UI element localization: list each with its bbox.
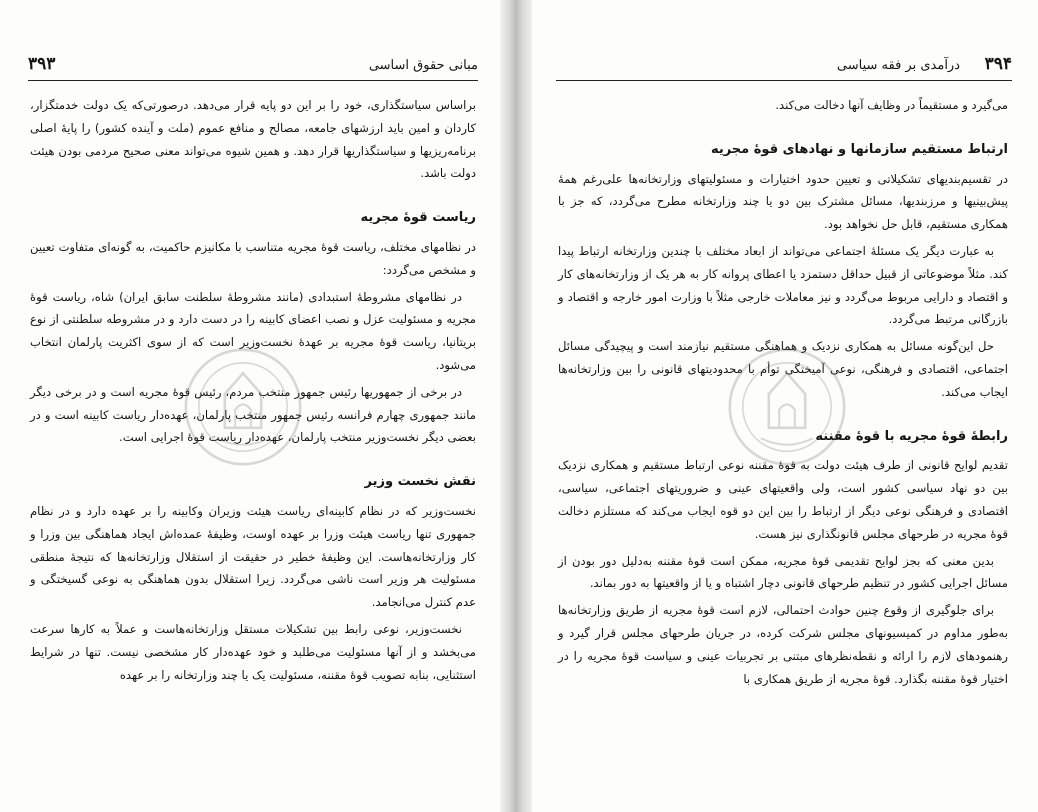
paragraph: در تقسیم‌بندیهای تشکیلاتی و تعیین حدود اختیارات و مسئولیتهای وزارتخانه‌ها علی‌رغم همهٔ پیش‌بینیها و مرزبندیها، مسائل مشترک بین دو یا چند وزارتخانه مطرح می‌گردد، که جز با همکاری مستقیم، قابل حل نخواهد بود. xyxy=(558,171,1008,232)
left-page-number: ۳۹۳ xyxy=(28,54,56,74)
left-page-header xyxy=(28,54,478,81)
paragraph: به عبارت دیگر یک مسئلهٔ اجتماعی می‌تواند از ابعاد مختلف با چندین وزارتخانه ارتباط پیدا کند. مثلاً موضوعاتی از قبیل حداقل دستمزد یا اعطای پروانه کار به هر یک از وزارتخانه‌های کار و اقتصاد و دارایی مربوط می‌گردد و نیز معاملات خارجی مثلاً با وزارت امور خارجه و اقتصاد و بازرگانی مرتبط می‌گردد. xyxy=(558,243,1008,327)
paragraph: حل این‌گونه مسائل به همکاری نزدیک و هماهنگی مستقیم نیازمند است و پیچیدگی مسائل اجتماعی، اقتصادی و فرهنگی، نوعی آمیختگی توأم با محدودیتهای قانونی را بین وزارتخانه‌ها ایجاب می‌کند. xyxy=(558,339,1008,399)
section-heading: رابطهٔ قوهٔ مجریه با قوهٔ مقننه xyxy=(815,428,1008,444)
right-page-header xyxy=(556,54,1012,81)
section-heading: ارتباط مستقیم سازمانها و نهادهای قوهٔ مجریه xyxy=(710,141,1008,157)
book-gutter xyxy=(500,0,532,812)
paragraph: در نظامهای مشروطهٔ استبدادی (مانند مشروطهٔ سلطنت سابق ایران) شاه، ریاست قوهٔ مجریه و مسئولیت عزل و نصب اعضای کابینه را در دست دارد و در مشروطه سلطنتی از نوع بریتانیا، ریاست قوهٔ مجریه بر عهدهٔ نخست‌وزیر است که از سوی اکثریت پارلمان انتخاب می‌شود. xyxy=(30,289,476,372)
section-heading: نقش نخست وزیر xyxy=(364,474,476,490)
paragraph: بدین معنی که بجز لوایح تقدیمی قوهٔ مجریه، ممکن است قوهٔ مقننه به‌دلیل دور بودن از مسائل اجرایی کشور در تنظیم طرحهای قانونی دچار اشتباه و یا از واقعیتها به دور بماند. xyxy=(558,553,1008,591)
paragraph: نخست‌وزیر، نوعی رابط بین تشکیلات مستقل وزارتخانه‌هاست و عملاً به کارها سرعت می‌بخشد و از آنها مسئولیت می‌طلبد و خود عهده‌دار کار مشخصی نیست. تنها در شرایط استثنایی، بنابه تصویب قوهٔ مقننه، مسئولیت یک یا چند وزارتخانه را بر عهده xyxy=(30,621,476,682)
library-watermark-stamp xyxy=(178,342,308,472)
right-running-title: درآمدی بر فقه سیاسی xyxy=(836,58,960,73)
right-page-number: ۳۹۴ xyxy=(984,54,1012,74)
paragraph: در نظامهای مختلف، ریاست قوهٔ مجریه متناسب با مکانیزم حاکمیت، به گونه‌ای متفاوت تعیین و مشخص می‌گردد: xyxy=(30,239,476,277)
paragraph: نخست‌وزیر که در نظام کابینه‌ای ریاست هیئت وزیران وکابینه را بر عهده دارد و در نظام جمهوری تنها ریاست هیئت وزرا بر عهده اوست، وظیفهٔ عمده‌اش ایجاد هماهنگی بین وزرا و کار وزارتخانه‌هاست. این وظیفهٔ خطیر در حقیقت از استقلال وزارتخانه‌ها که نتیجهٔ منطقی مسئولیت هر وزیر است ناشی می‌گردد. زیرا استقلال بدون هماهنگی به نوعی گسیختگی و عدم کنترل می‌انجامد. xyxy=(30,503,476,610)
right-page xyxy=(532,0,1038,812)
library-watermark-stamp xyxy=(722,342,852,472)
paragraph: تقدیم لوایح قانونی از طرف هیئت دولت به قوهٔ مقننه نوعی ارتباط مستقیم و همکاری نزدیک بین دو نهاد سیاسی کشور است، ولی واقعیتهای عینی و ضروریتهای اجتماعی، سیاسی، اقتصادی و فرهنگی نوعی دیگر از ارتباط را بین این دو قوه ایجاب می‌کند که مستلزم دخالت قوهٔ مجریه در طرحهای مجلس قانونگذاری نیز هست. xyxy=(558,458,1008,541)
section-heading: ریاست قوهٔ مجریه xyxy=(360,210,476,226)
paragraph: در برخی از جمهوریها رئیس جمهور منتخب مردم، رئیس قوهٔ مجریه است و در برخی دیگر مانند جمهوری چهارم فرانسه رئیس جمهور منتخب پارلمان، عهده‌دار ریاست کابینه است و در بعضی دیگر نخست‌وزیر منتخب پارلمان، عهده‌دار ریاست قوهٔ اجرایی است. xyxy=(30,384,476,445)
paragraph: می‌گیرد و مستقیماً در وظایف آنها دخالت می‌کند. xyxy=(775,98,1008,112)
paragraph: برای جلوگیری از وقوع چنین حوادث احتمالی، لازم است قوهٔ مجریه از طریق وزارتخانه‌ها به‌طور مداوم در کمیسیونهای مجلس شرکت کرده، در جریان طرحهای مجلس قرار گیرد و رهنمودهای لازم را ارائه و نقطه‌نظرهای مبتنی بر تجربیات عینی و سیاست قوهٔ مجریه را در اختیار قوهٔ مقننه بگذارد. قوهٔ مجریه از طریق همکاری با xyxy=(558,603,1008,686)
left-page xyxy=(0,0,500,812)
left-running-title: مبانی حقوق اساسی xyxy=(368,58,478,73)
paragraph: براساس سیاستگذاری، خود را بر این دو پایه قرار می‌دهد. درصورتی‌که یک دولت خدمتگزار، کاردان و امین باید ارزشهای جامعه، مصالح و منافع عموم (ملت و آینده کشور) را پایهٔ اصلی برنامه‌ریزیها و سیاستگذاریها قرار دهد. و همین شیوه می‌تواند معنی صحیح مردمی بودن هیئت دولت باشد. xyxy=(30,98,476,181)
